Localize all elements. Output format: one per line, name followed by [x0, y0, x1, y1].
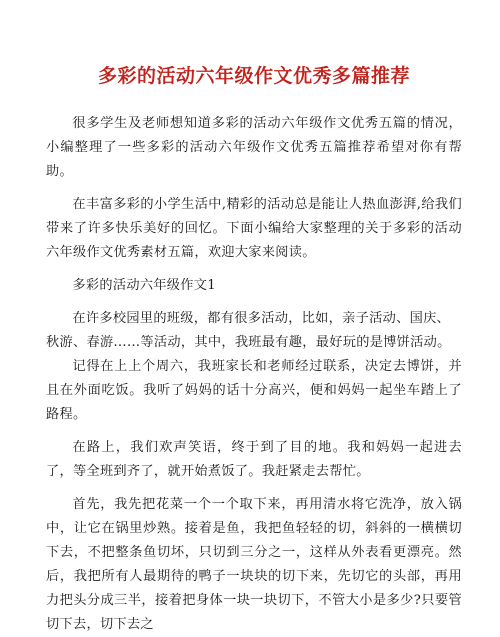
body-paragraph-4: 首先，我先把花菜一个一个取下来，再用清水将它洗净，放入锅中，让它在锅里炒熟。接着是鱼，我把鱼轻轻的切，斜斜的一横横切下去，不把整条鱼切坏，只切到三分之一，这样从外表看更漂亮。然后，我把所有人最期待的鸭子一块块的切下来，先切它的头部，再用力把头分成三半，接着把身体一块一块切下，不管大小是多少?只要管切下去，切下去之 — [46, 497, 462, 632]
intro-paragraph-2: 在丰富多彩的小学生活中,精彩的活动总是能让人热血澎湃,给我们带来了许多快乐美好的回忆。下面小编给大家整理的关于多彩的活动六年级作文优秀素材五篇，欢迎大家来阅读。 — [46, 197, 462, 260]
body-paragraph-3: 在路上，我们欢声笑语，终于到了目的地。我和妈妈一起进去了，等全班到齐了，就开始煮饭了。我赶紧走去帮忙。 — [46, 440, 462, 479]
article-body — [46, 112, 462, 637]
intro-paragraph-1: 很多学生及老师想知道多彩的活动六年级作文优秀五篇的情况，小编整理了一些多彩的活动六年级作文优秀五篇推荐希望对你有帮助。 — [46, 116, 462, 179]
body-paragraph-1: 在许多校园里的班级，都有很多活动，比如，亲子活动、国庆、秋游、春游……等活动，其中，我班最有趣，最好玩的是博饼活动。 — [46, 311, 451, 350]
body-paragraph-2: 记得在上上个周六，我班家长和老师经过联系，决定去博饼，并且在外面吃饭。我听了妈妈的话十分高兴，便和妈妈一起坐车踏上了路程。 — [46, 359, 462, 422]
article-title: 多彩的活动六年级作文优秀多篇推荐 — [97, 65, 410, 87]
section-heading: 多彩的活动六年级作文1 — [72, 278, 216, 293]
